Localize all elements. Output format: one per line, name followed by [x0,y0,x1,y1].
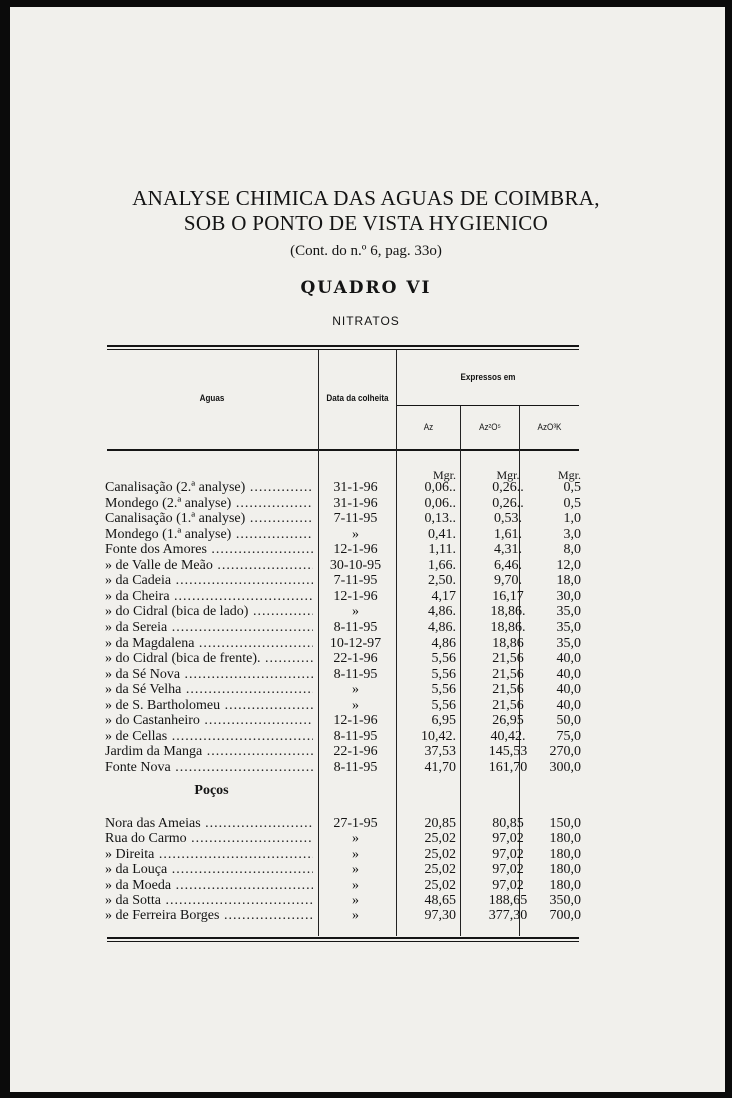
cell-az2o5: 21,56 [492,682,524,698]
table-row [105,496,583,512]
unit-az: Mgr. [432,468,456,482]
cell-az: 20,85 [424,816,456,831]
cell-az03k: 75,0 [556,728,581,744]
cell-name: Jardim da Manga ..... [105,744,313,760]
cell-az: 6,95 [431,713,456,729]
cell-name: » da Moeda ..... [105,878,313,894]
cell-az2o5: 4,31. [494,542,522,558]
cell-az03k: 180,0 [549,877,581,893]
table-row [105,573,583,589]
table-row [105,682,583,698]
table-row [105,878,583,894]
cell-date: 22-1-96 [333,651,378,667]
cell-az03k: 8,0 [563,542,581,558]
cell-date: 8-11-95 [333,759,378,775]
cell-name: » da Cadeia ..... [105,573,313,589]
cell-date: 12-1-96 [333,588,378,604]
cell-name: » da Sé Velha ..... [105,682,313,698]
cell-name: » da Louça ..... [105,862,313,878]
cell-name: » Direita ..... [105,847,313,863]
cell-date: » [352,526,359,542]
cell-az: 5,56 [431,682,456,698]
cell-date: 30-10-95 [329,557,382,573]
header-az: Az [423,422,434,432]
table-row [105,620,583,636]
cell-az2o5: 16,17 [492,588,524,604]
header-expressos-em: Expressos em [460,372,516,382]
cell-az03k: 150,0 [549,816,581,831]
cell-date: » [352,604,359,620]
table-row [105,636,583,652]
table-row [105,816,583,832]
cell-az: 5,56 [431,666,456,682]
table-row [105,651,583,667]
table-row [105,589,583,605]
table-row [105,862,583,878]
cell-name: Canalisação (1.ª analyse) ..... [105,511,313,527]
table-row [105,744,583,760]
cell-az2o5: 21,56 [492,651,524,667]
cell-az: 25,02 [424,846,456,862]
cell-az2o5: 18,86. [490,604,526,620]
table-row [105,908,583,924]
cell-az03k: 35,0 [556,619,581,635]
cell-az03k: 350,0 [549,893,581,908]
cell-az2o5: 9,70. [494,573,522,589]
cell-name: » do Cidral (bica de frente). ..... [105,651,313,667]
continuation-note: (Cont. do n.º 6, pag. 33o) [290,243,442,259]
cell-az03k: 18,0 [556,573,581,589]
cell-az2o5: 161,70 [488,759,528,775]
cell-az2o5: 18,86. [490,619,526,635]
table-row [105,542,583,558]
cell-date: » [352,697,359,713]
cell-name: » de Cellas ..... [105,729,313,745]
cell-date: 12-1-96 [333,713,378,729]
cell-name: » da Sotta ..... [105,893,313,909]
table-top-rule [107,345,579,347]
cell-az03k: 40,0 [556,697,581,713]
cell-date: » [352,908,359,924]
cell-date: 8-11-95 [333,728,378,744]
cell-date: 7-11-95 [333,511,378,527]
cell-name: » do Cidral (bica de lado) ..... [105,604,313,620]
cell-date: 31-1-96 [333,480,378,495]
cell-az03k: 12,0 [556,557,581,573]
header-az2o5: Az²O⁵ [479,422,501,432]
cell-az03k: 180,0 [549,862,581,878]
cell-name: Mondego (1.ª analyse) ..... [105,527,313,543]
cell-az: 4,86. [428,604,456,620]
cell-date: 8-11-95 [333,666,378,682]
cell-az2o5: 26,95 [492,713,524,729]
cell-az2o5: 377,30 [488,908,528,924]
cell-az03k: 40,0 [556,666,581,682]
cell-az03k: 35,0 [556,635,581,651]
header-aguas: Aguas [199,393,225,403]
cell-az: 4,86 [431,635,456,651]
table-top-rule-thin [107,349,579,350]
table-row [105,480,583,496]
cell-az: 41,70 [424,759,456,775]
cell-az2o5: 0,26.. [492,495,524,511]
header-data-colheita: Data da colheita [326,393,389,403]
cell-az2o5: 97,02 [492,877,524,893]
cell-az: 25,02 [424,877,456,893]
cell-az: 37,53 [424,744,456,760]
cell-date: 7-11-95 [333,573,378,589]
table-row [105,604,583,620]
cell-date: » [352,831,359,847]
cell-date: » [352,846,359,862]
cell-az: 5,56 [431,651,456,667]
header-az03k: AzO³K [537,422,562,432]
cell-az2o5: 6,46. [494,557,522,573]
cell-az03k: 180,0 [549,831,581,847]
cell-az: 2,50. [428,573,456,589]
cell-date: 10-12-97 [329,635,382,651]
cell-name: » do Castanheiro ..... [105,713,313,729]
cell-name: Canalisação (2.ª analyse) ..... [105,480,313,496]
document-title-line2: SOB O PONTO DE VISTA HYGIENICO [183,211,549,235]
cell-az03k: 35,0 [556,604,581,620]
cell-az2o5: 18,86 [492,635,524,651]
unit-az03k: Mgr. [557,468,581,482]
cell-name: » da Sereia ..... [105,620,313,636]
cell-az: 0,06.. [424,495,456,511]
table-row [105,698,583,714]
cell-date: » [352,682,359,698]
cell-az03k: 180,0 [549,846,581,862]
cell-date: 8-11-95 [333,619,378,635]
cell-az03k: 40,0 [556,651,581,667]
table-bottom-rule-thin [107,941,579,942]
cell-name: Nora das Ameias ..... [105,816,313,832]
table-row [105,527,583,543]
table-row [105,847,583,863]
cell-name: Fonte Nova ..... [105,760,313,776]
table-row [105,893,583,909]
cell-name: » de S. Bartholomeu ..... [105,698,313,714]
cell-az2o5: 97,02 [492,831,524,847]
cell-name: » da Magdalena ..... [105,636,313,652]
cell-az2o5: 97,02 [492,862,524,878]
table-row [105,713,583,729]
cell-az2o5: 40,42. [490,728,526,744]
cell-az2o5: 80,85 [492,816,524,831]
cell-date: » [352,893,359,908]
table-row [105,667,583,683]
cell-az03k: 300,0 [549,759,581,775]
unit-az2o5: Mgr. [496,468,520,482]
cell-az: 10,42. [421,728,456,744]
table-bottom-rule [107,937,579,939]
cell-az03k: 50,0 [556,713,581,729]
cell-az: 5,56 [431,697,456,713]
cell-date: » [352,877,359,893]
cell-date: 31-1-96 [333,495,378,511]
cell-date: 12-1-96 [333,542,378,558]
cell-name: » da Cheira ..... [105,589,313,605]
cell-az2o5: 97,02 [492,846,524,862]
cell-name: Rua do Carmo ..... [105,831,313,847]
cell-az2o5: 21,56 [492,666,524,682]
cell-date: » [352,862,359,878]
cell-az03k: 0,5 [563,495,581,511]
table-row [105,760,583,776]
cell-az: 25,02 [424,862,456,878]
cell-az: 4,86. [428,619,456,635]
cell-az: 97,30 [424,908,456,924]
cell-az2o5: 1,61. [494,526,522,542]
table-row [105,558,583,574]
cell-az2o5: 0,26.. [492,480,524,495]
cell-az03k: 700,0 [549,908,581,924]
cell-az: 0,06.. [424,480,456,495]
cell-name: » de Ferreira Borges ..... [105,908,313,924]
cell-name: » de Valle de Meão ..... [105,558,313,574]
cell-az: 48,65 [424,893,456,908]
cell-name: » da Sé Nova ..... [105,667,313,683]
cell-az03k: 0,5 [563,480,581,495]
cell-az: 25,02 [424,831,456,847]
cell-az: 0,13.. [424,511,456,527]
cell-az03k: 1,0 [563,511,581,527]
cell-az2o5: 0,53. [494,511,522,527]
cell-az2o5: 21,56 [492,697,524,713]
header-bottom-rule [107,449,579,451]
cell-date: 22-1-96 [333,744,378,760]
cell-az03k: 40,0 [556,682,581,698]
table-subtitle: NITRATOS [332,314,400,328]
cell-name: Fonte dos Amores ..... [105,542,313,558]
table-row [105,831,583,847]
table-row [105,511,583,527]
cell-az: 4,17 [431,588,456,604]
cell-az: 1,66. [428,557,456,573]
cell-name: Mondego (2.ª analyse) ..... [105,496,313,512]
cell-az2o5: 188,65 [488,893,528,908]
table-row [105,729,583,745]
pocos-section-title: Poços [194,783,229,798]
cell-az03k: 30,0 [556,588,581,604]
document-title-line1: ANALYSE CHIMICA DAS AGUAS DE COIMBRA, [132,186,600,210]
cell-az: 0,41. [428,526,456,542]
cell-az03k: 3,0 [563,526,581,542]
table-name: QUADRO VI [300,278,432,298]
cell-date: 27-1-95 [333,816,378,831]
expressos-rule [397,405,579,406]
cell-az03k: 270,0 [549,744,581,760]
cell-az: 1,11. [428,542,456,558]
cell-az2o5: 145,53 [488,744,528,760]
